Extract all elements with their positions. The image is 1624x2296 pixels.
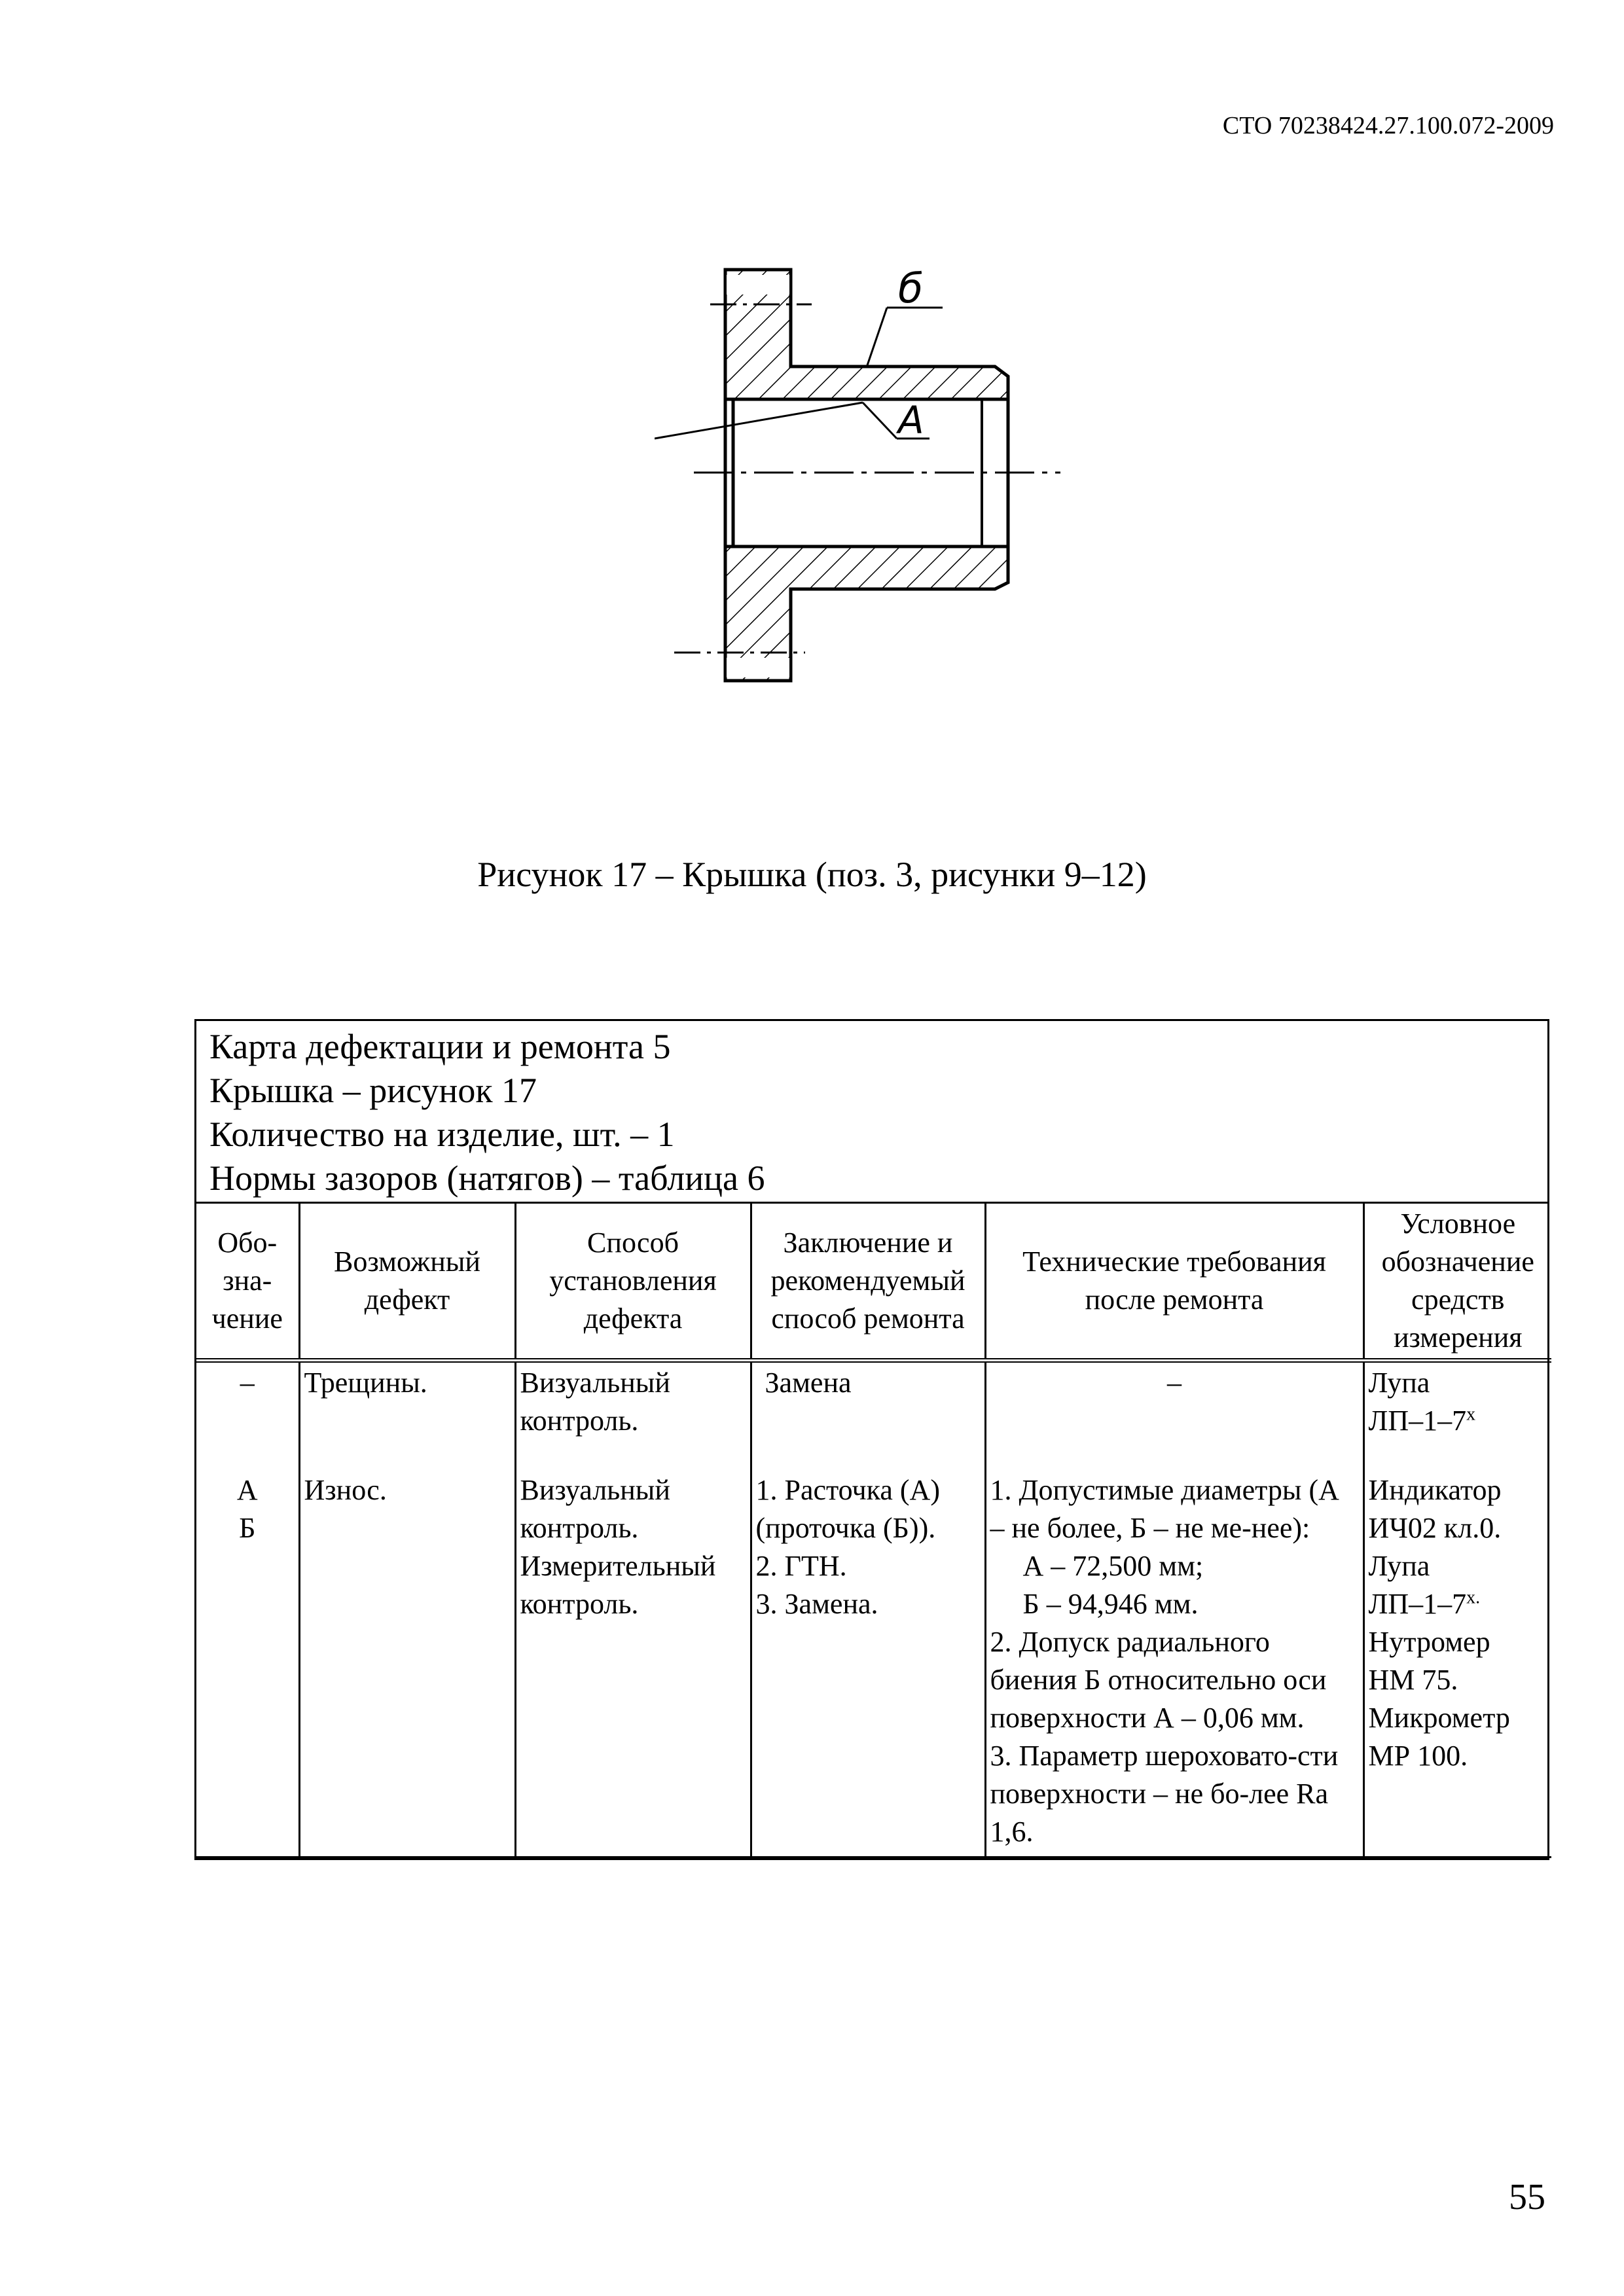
table-header-row xyxy=(196,1204,1551,1361)
col-instrument: Условное обозначение средств измерения xyxy=(1363,1204,1551,1361)
card-part: Крышка – рисунок 17 xyxy=(209,1071,537,1110)
col-conclusion: Заключение и рекомендуемый способ ремонта xyxy=(751,1204,985,1361)
col-defect: Возможный дефект xyxy=(299,1204,515,1361)
cell-requirements xyxy=(985,1470,1363,1857)
cell-requirements: – xyxy=(985,1361,1363,1471)
instrument-superscript: х. xyxy=(1466,1587,1481,1608)
figure-caption: Рисунок 17 – Крышка (поз. 3, рисунки 9–12) xyxy=(477,855,1147,894)
cell-defect: Трещины. xyxy=(299,1361,515,1471)
label-b: б xyxy=(898,264,924,312)
req-item-2: 2. Допуск радиального биения Б относительно оси поверхности А – 0,06 мм. xyxy=(990,1626,1327,1734)
instrument-superscript: х xyxy=(1466,1404,1476,1425)
page-number: 55 xyxy=(1509,2177,1545,2217)
cell-conclusion: 1. Расточка (А) (проточка (Б)). 2. ГТН. 3. Замена. xyxy=(751,1470,985,1857)
col-requirements: Технические требования после ремонта xyxy=(985,1204,1363,1361)
cover-drawing xyxy=(655,262,1087,707)
card-title: Карта дефектации и ремонта 5 xyxy=(209,1027,671,1066)
req-diameter-a: А – 72,500 мм; xyxy=(1022,1550,1204,1582)
cell-method: Визуальный контроль. Измерительный контроль. xyxy=(515,1470,751,1857)
req-item-1: 1. Допустимые диаметры (А – не более, Б – не ме-нее): xyxy=(990,1474,1339,1544)
cell-designation: А Б xyxy=(236,1474,258,1544)
req-item-3: 3. Параметр шероховато-сти поверхности – не бо-лее Ra 1,6. xyxy=(990,1740,1339,1848)
col-designation: Обо- зна- чение xyxy=(196,1204,299,1361)
card-header xyxy=(196,1021,1547,1204)
instrument-text-2: Нутромер НМ 75. Микрометр МР 100. xyxy=(1368,1626,1510,1772)
table-row xyxy=(196,1470,1551,1857)
cell-instrument xyxy=(1363,1361,1551,1471)
cell-conclusion: Замена xyxy=(751,1361,985,1471)
col-method: Способ установления дефекта xyxy=(515,1204,751,1361)
instrument-text: Лупа ЛП–1–7 xyxy=(1368,1367,1467,1437)
defect-table xyxy=(196,1204,1551,1858)
document-code: СТО 70238424.27.100.072-2009 xyxy=(1222,112,1554,139)
label-a: А xyxy=(898,398,924,442)
cell-designation: – xyxy=(240,1367,255,1399)
table-row xyxy=(196,1361,1551,1471)
cell-method: Визуальный контроль. xyxy=(515,1361,751,1471)
card-quantity: Количество на изделие, шт. – 1 xyxy=(209,1115,675,1154)
card-norms: Нормы зазоров (натягов) – таблица 6 xyxy=(209,1158,765,1198)
cell-instrument xyxy=(1363,1470,1551,1857)
instrument-text: Индикатор ИЧ02 кл.0. Лупа ЛП–1–7 xyxy=(1368,1474,1502,1620)
cell-defect: Износ. xyxy=(299,1470,515,1857)
defect-card xyxy=(194,1019,1549,1860)
req-diameter-b: Б – 94,946 мм. xyxy=(1022,1588,1199,1620)
